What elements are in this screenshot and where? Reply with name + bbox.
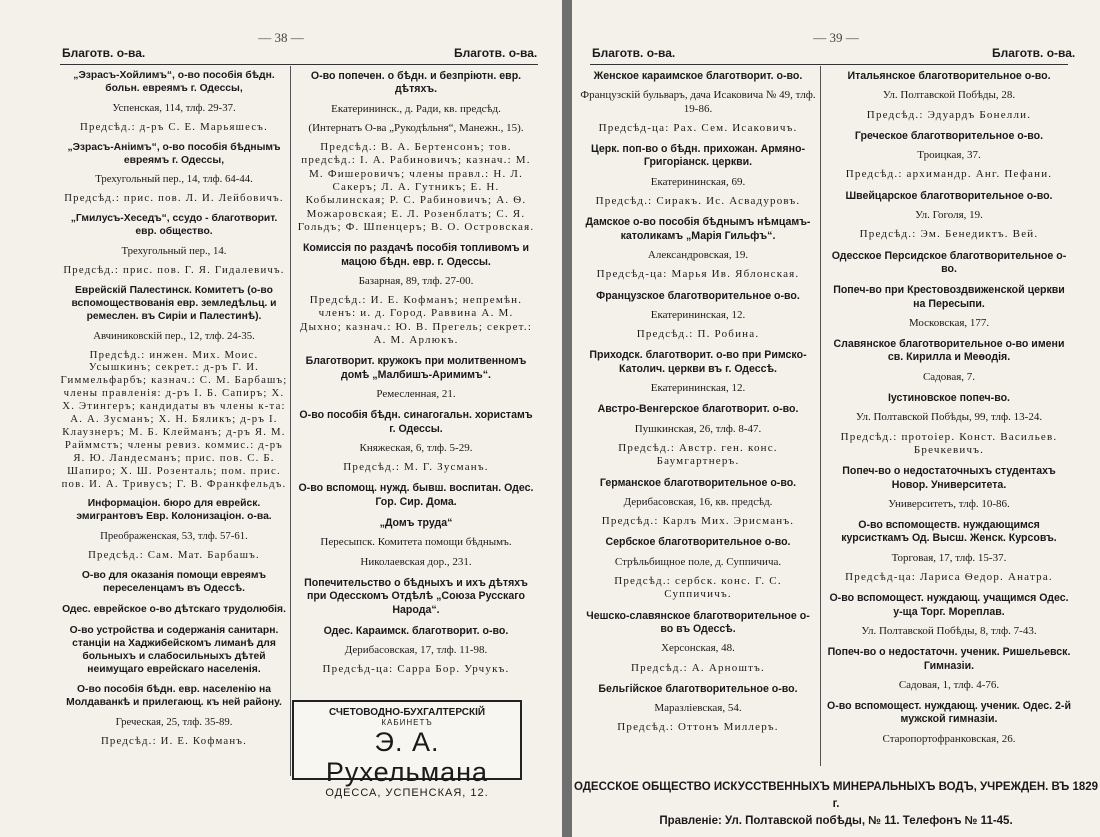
entry-board: Предсѣд.: В. А. Бертенсонъ; тов. предсѣд.: І. А. Рабиновичъ; казнач.: М. М. Фишеровичъ; члены правл.: Н. Л. Сакеръ; Л. А. Гутникъ; Е. Н. Кобылинская; Р. С. Рабиновичъ; А. Ѳ. Можаровская; Е. Л. Розенблатъ; С. Я. Гольдъ; Ф. Шпенцеръ; В. О. Островская. (297, 141, 535, 233)
entry-board: Предсѣд.: д-ръ С. Е. Марьяшесъ. (80, 120, 268, 133)
entry-name: Попеч-во о недостаточныхъ студентахъ Новор. Университета. (842, 465, 1056, 491)
entry-address: Пушкинская, 26, тлф. 8-47. (634, 422, 762, 435)
entry (296, 355, 536, 401)
entry-board: Предсѣд-ца: Сарра Бор. Урчукъ. (322, 663, 510, 676)
footer-advertisement (572, 779, 1100, 830)
advertisement-box (292, 700, 522, 799)
entry (580, 290, 816, 342)
entry (60, 498, 288, 562)
entry-name: Греческое благотворительное о-во. (854, 129, 1044, 142)
right-column-1 (580, 70, 816, 743)
running-header-left: Благотв. о-ва. (62, 46, 146, 60)
entry-board: Предсѣд.: инжен. Мих. Моис. Усышкинъ; секрет.: д-ръ Г. И. Гиммельфарбъ; казнач.: С. М. Барбашъ; члены правленія: д-ръ І. Б. Сапиръ; Х. Х. Этингеръ; кандидаты въ члены к-та: А. А. Зусманъ; Х. Н. Бяликъ; д-ръ І. Клаузнеръ; М. Б. Клейманъ; д-ръ Я. М. Райммстъ; члены ревиз. коммис.: д-ръ Я. Ю. Ландесманъ; прис. пов. С. Б. Шапиро; Х. Ш. Розенталь; пом. прис. пов. И. А. Тривусъ; Г. В. Франкфельдъ. (60, 348, 288, 490)
page-number: — 38 — (258, 30, 304, 45)
entry (60, 684, 288, 748)
column-divider (820, 66, 821, 766)
running-header-left: Благотв. о-ва. (592, 46, 676, 60)
entry (296, 409, 536, 474)
entry-name: Церк. поп-во о бѣдн. прихожан. Армяно-Григоріанск. церкви. (591, 143, 805, 169)
running-header-right: Благотв. о-ва. (454, 46, 538, 60)
entry (580, 70, 816, 135)
entry-address: Старопортофранковская, 26. (882, 732, 1016, 745)
entry-board: Предсѣд.: Эдуардъ Бонелли. (866, 108, 1032, 121)
entry-address: Трехугольный пер., 14, тлф. 64-44. (95, 173, 253, 186)
entry-address: Французскій бульваръ, дача Исаковича № 49, тлф. 19-86. (580, 89, 816, 115)
page-number: — 39 — (813, 30, 859, 45)
entry-name: Австро-Венгерское благотворит. о-во. (597, 403, 799, 416)
entry-name: Попеч-во о недостаточн. ученик. Ришельевск. Гимназіи. (827, 646, 1071, 672)
entry-address: Дерибасовская, 17, тлф. 11-98. (344, 644, 488, 657)
entry (826, 519, 1072, 584)
entry (60, 604, 288, 617)
entry-address: Стрѣльбищное поле, д. Суппичича. (614, 555, 782, 568)
entry-board: Предсѣд-ца: Рах. Сем. Исаковичъ. (598, 121, 798, 134)
entry (826, 284, 1072, 330)
entry-address: Ул. Полтавской Побѣды, 99, тлф. 13-24. (855, 411, 1043, 424)
entry (826, 190, 1072, 242)
entry (296, 625, 536, 677)
ad-line-3: Э. А. Рухельмана (325, 727, 489, 787)
entry-address: Авчиниковскій пер., 12, тлф. 24-35. (93, 329, 255, 342)
header-rule (590, 64, 1068, 65)
entry-name: Французское благотворительное о-во. (596, 289, 800, 302)
entry-address-extra: (Интернатъ О-ва „Рукодѣльня“, Манежн., 15). (308, 121, 524, 134)
entry-name: „Домъ труда“ (379, 517, 453, 530)
entry-address: Трехугольный пер., 14. (121, 245, 227, 258)
entry-board: Предсѣд.: архимандр. Анг. Пефани. (845, 168, 1053, 181)
entry (60, 625, 288, 677)
entry-address: Базарная, 89, тлф. 27-00. (358, 274, 474, 287)
entry (580, 683, 816, 735)
entry-name: Бельгійское благотворительное о-во. (598, 682, 798, 695)
left-column-1 (60, 70, 288, 756)
column-divider (290, 66, 291, 776)
entry (826, 465, 1072, 511)
entry-address: Преображенская, 53, тлф. 57-61. (100, 530, 248, 543)
entry (580, 403, 816, 468)
entry-board: Предсѣд.: Сам. Мат. Барбашъ. (88, 549, 260, 562)
entry-name: О-во вспомощ. нужд. бывш. воспитан. Одес. Гор. Сир. Дома. (298, 482, 534, 508)
entry-address-extra: Николаевская дор., 231. (360, 555, 472, 568)
ad-line-1: СЧЕТОВОДНО-БУХГАЛТЕРСКІЙ (328, 707, 486, 718)
entry-name: О-во устройства и содержанія санитарн. станціи на Хаджибейскомъ лиманѣ для больныхъ и слабосильныхъ дѣтей неимущаго еврейскаго населенія. (69, 624, 279, 675)
entry-address: Ул. Полтавской Побѣды, 8, тлф. 7-43. (861, 624, 1037, 637)
entry-address: Херсонская, 48. (661, 642, 735, 655)
entry-address: Дерибасовская, 16, кв. предсѣд. (623, 495, 773, 508)
entry-board: Предсѣд.: Австр. ген. конс. Баумгартнеръ. (618, 441, 778, 468)
entry-name: О-во вспомоществ. нуждающимся курсисткамъ Од. Высш. Женск. Курсовъ. (841, 519, 1057, 545)
entry-address: Княжеская, 6, тлф. 5-29. (359, 441, 473, 454)
entry-name: Одесское Персидское благотворительное о-во. (831, 249, 1067, 275)
entry-board: Предсѣд.: А. Арноштъ. (631, 661, 765, 674)
entry-name: Одес. еврейское о-во дѣтскаго трудолюбія. (62, 603, 286, 615)
entry (296, 517, 536, 569)
entry (826, 70, 1072, 122)
entry-board: Предсѣд.: М. Г. Зусманъ. (343, 461, 489, 474)
entry-name: Комиссія по раздачѣ пособія топливомъ и мацою бѣдн. евр. г. Одессы. (302, 242, 530, 268)
entry-address: Ул. Гоголя, 19. (915, 209, 983, 222)
entry-board: Предсѣд.: П. Робина. (636, 328, 760, 341)
entry (580, 536, 816, 601)
entry-name: Попеч-во при Крестовоздвиженской церкви на Пересыпи. (833, 284, 1065, 310)
entry (580, 349, 816, 395)
entry-address: Екатерининская, 12. (650, 382, 746, 395)
entry-name: Еврейскій Палестинск. Комитетъ (о-во вспомоществованія евр. земледѣльц. и ремеслен. въ Сиріи и Палестинѣ). (71, 284, 277, 322)
entry-name: Информаціон. бюро для еврейск. эмигрантовъ Евр. Колонизаціон. о-ва. (76, 498, 272, 523)
entry-address: Пересыпск. Комитета помощи бѣднымъ. (320, 536, 512, 549)
entry-name: „Эзрасъ-Хойлимъ“, о-во пособія бѣдн. больн. евреямъ г. Одессы, (73, 70, 275, 94)
entry-address: Екатерининская, 12. (650, 308, 746, 321)
entry-board: Предсѣд.: прис. пов. Л. И. Лейбовичъ. (64, 192, 284, 205)
entry (826, 130, 1072, 182)
ad-line-4: ОДЕССА, УСПЕНСКАЯ, 12. (325, 787, 489, 799)
entry-board: Предсѣд.: сербск. конс. Г. С. Суппичичъ. (614, 575, 782, 601)
entry-name: Дамское о-во пособія бѣднымъ нѣмцамъ-католикамъ „Марія Гильфъ“. (585, 216, 811, 242)
entry-address: Екатерининск., д. Ради, кв. предсѣд. (331, 102, 501, 115)
footer-line-2: Правленіе: Ул. Полтавской побѣды, № 11. Телефонъ № 11-45. (659, 815, 1013, 827)
entry-name: Швейцарское благотворительное о-во. (845, 189, 1053, 202)
entry (580, 610, 816, 675)
entry (826, 592, 1072, 638)
entry (580, 477, 816, 529)
entry-board: Предсѣд.: Сиракъ. Ис. Асвадуровъ. (595, 195, 801, 208)
entry-address: Московская, 177. (908, 316, 990, 329)
entry-name: О-во пособія бѣдн. синагогальн. хористамъ г. Одессы. (299, 409, 533, 435)
entry (296, 577, 536, 617)
entry-name: Приходск. благотворит. о-во при Римско-Католич. церкви въ г. Одессѣ. (589, 349, 807, 375)
entry (826, 700, 1072, 746)
entry-address: Успенская, 114, тлф. 29-37. (112, 101, 236, 114)
entry (826, 338, 1072, 384)
entry-board: Предсѣд.: протоіер. Конст. Васильев. Бречкевичъ. (840, 430, 1058, 456)
entry-board: Предсѣд.: И. Е. Кофманъ; непремѣн. членъ: и. д. Город. Раввина А. М. Дыхно; казнач.: Ю. В. Прегель; секрет.: А. М. Арлюкъ. (299, 294, 533, 347)
entry-board: Предсѣд-ца: Марья Ив. Яблонская. (596, 268, 800, 281)
entry-name: Іустиновское попеч-во. (887, 392, 1010, 405)
ad-line-2: КАБИНЕТЪ (381, 718, 433, 727)
entry (60, 70, 288, 134)
entry-address: Университетъ, тлф. 10-86. (888, 497, 1010, 510)
entry-board: Предсѣд.: Карлъ Мих. Эрисманъ. (601, 515, 795, 528)
entry-address: Ремесленная, 21. (376, 387, 456, 400)
entry-address: Екатерининская, 69. (650, 175, 746, 188)
entry (826, 646, 1072, 692)
entry (296, 70, 536, 234)
entry-name: Попечительство о бѣдныхъ и ихъ дѣтяхъ при Одесскомъ Отдѣлѣ „Союза Русскаго Народа“. (304, 576, 528, 616)
header-rule (60, 64, 538, 65)
entry-name: Одес. Караимск. благотворит. о-во. (323, 624, 509, 637)
entry-name: Женское караимское благотворит. о-во. (593, 70, 803, 82)
entry (60, 570, 288, 596)
entry-name: О-во пособія бѣдн. евр. населенію на Молдаванкѣ и прилегающ. къ ней району. (66, 684, 282, 709)
running-header-right: Благотв. о-ва. (992, 46, 1076, 60)
entry-address: Греческая, 25, тлф. 35-89. (115, 716, 233, 729)
entry-name: Славянское благотворительное о-во имени св. Кирилла и Меѳодія. (833, 338, 1065, 364)
entry (60, 285, 288, 491)
entry-board: Предсѣд-ца: Лариса Ѳедор. Анатра. (845, 571, 1053, 584)
entry-address: Садовая, 7. (922, 370, 976, 383)
entry-name: Сербское благотворительное о-во. (605, 536, 791, 549)
entry-board: Предсѣд.: И. Е. Кофманъ. (100, 735, 248, 748)
book-gutter (562, 0, 572, 837)
entry-address: Ул. Полтавской Побѣды, 28. (882, 89, 1016, 102)
entry-name: О-во попечен. о бѣдн. и безпріютн. евр. дѣтяхъ. (310, 70, 522, 96)
entry (296, 242, 536, 347)
entry-name: Германское благотворительное о-во. (599, 476, 797, 489)
entry-name: О-во вспомощест. нуждающ. учащимся Одес. у-ща Торг. Мореплав. (829, 592, 1069, 618)
entry (60, 213, 288, 277)
entry-name: О-во вспомощест. нуждающ. ученик. Одес. 2-й мужской гимназіи. (827, 700, 1071, 726)
entry-name: Благотворит. кружокъ при молитвенномъ домѣ „Малбишъ-Аримимъ“. (305, 355, 527, 381)
entry (580, 216, 816, 281)
entry-address: Александровская, 19. (647, 248, 749, 261)
entry (826, 250, 1072, 277)
entry-board: Предсѣд.: Эм. Бенедиктъ. Вей. (859, 228, 1039, 241)
entry-board: Предсѣд.: Оттонъ Миллеръ. (617, 721, 779, 734)
footer-line-1: ОДЕССКОЕ ОБЩЕСТВО ИСКУССТВЕННЫХЪ МИНЕРАЛЬНЫХЪ ВОДЪ, УЧРЕЖДЕН. ВЪ 1829 г. (573, 781, 1099, 810)
entry-name: „Гмилусъ-Хеседъ“, ссудо - благотворит. евр. общество. (70, 213, 278, 238)
entry (580, 143, 816, 208)
left-column-2 (296, 70, 536, 685)
entry (296, 482, 536, 509)
entry-name: Итальянское благотворительное о-во. (847, 70, 1051, 82)
entry (826, 392, 1072, 457)
entry-address: Садовая, 1, тлф. 4-76. (898, 678, 1000, 691)
entry (60, 142, 288, 206)
entry-address: Маразліевская, 54. (654, 702, 742, 715)
right-page (572, 0, 1100, 837)
entry-name: О-во для оказанія помощи евреямъ переселенцамъ въ Одессѣ. (81, 570, 267, 594)
entry-name: Чешско-славянское благотворительное о-во въ Одессѣ. (586, 609, 810, 635)
entry-address: Торговая, 17, тлф. 15-37. (891, 551, 1007, 564)
entry-address: Троицкая, 37. (917, 149, 981, 162)
entry-name: „Эзрасъ-Аніимъ“, о-во пособія бѣднымъ евреямъ г. Одессы, (67, 141, 281, 166)
right-column-2 (826, 70, 1072, 754)
entry-board: Предсѣд.: прис. пов. Г. Я. Гидалевичъ. (63, 263, 285, 276)
